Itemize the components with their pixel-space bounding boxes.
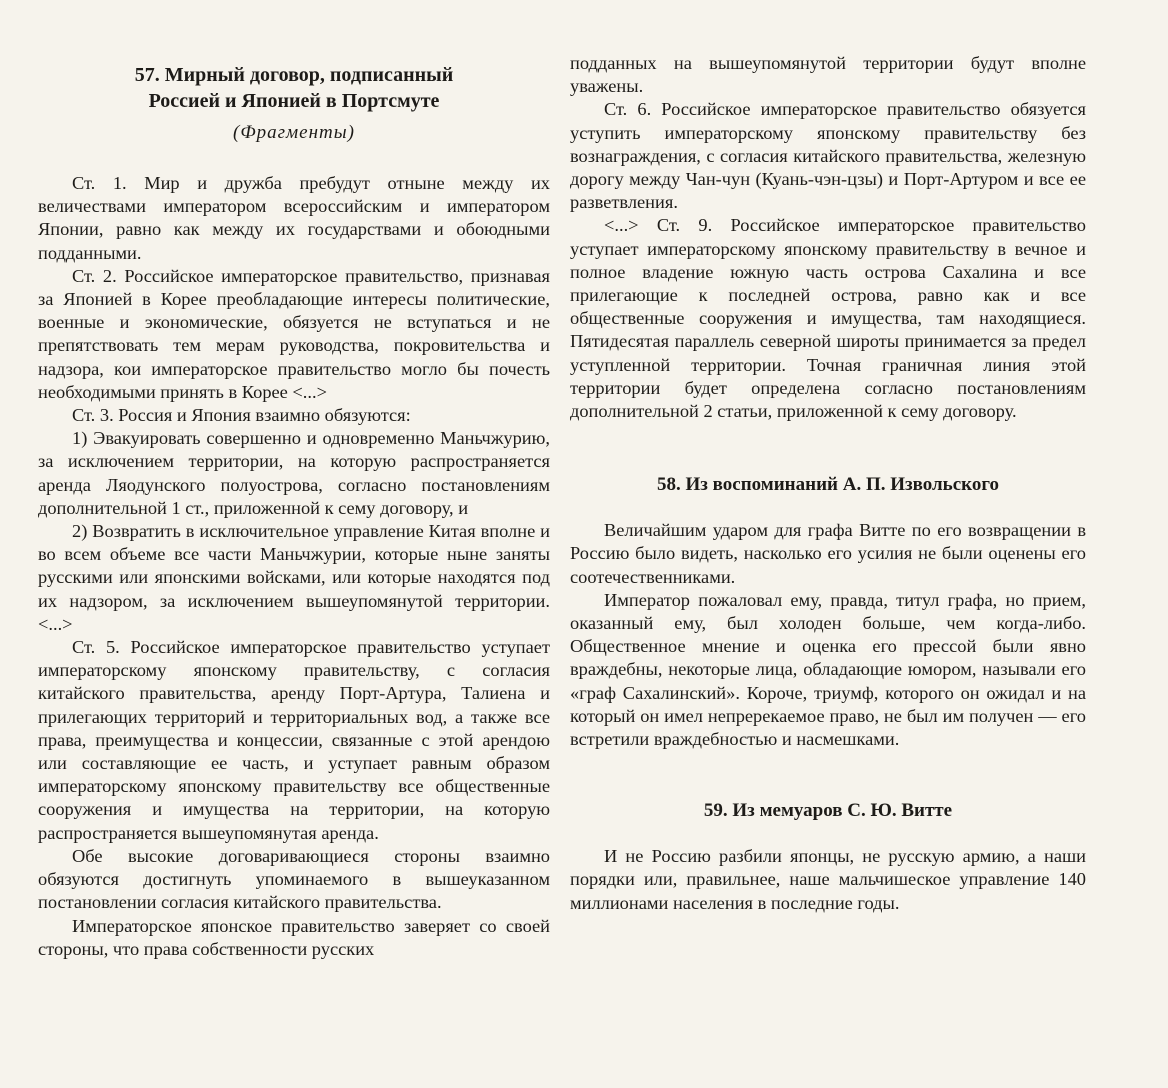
doc-57-title-line-1: 57. Мирный договор, подписанный: [134, 64, 454, 86]
article-5-agreement-paragraph: Обе высокие договаривающиеся стороны взаимно обязуются достигнуть упоминаемого в вышеуказанном постановлении согласия китайского правительства.: [38, 845, 550, 913]
doc-57-title-line-2: Россией и Японией в Портсмуте: [148, 90, 440, 112]
doc-57-title: [38, 62, 550, 114]
article-6-paragraph: Ст. 6. Российское императорское правительство обязуется уступить императорскому японскому правительству без вознаграждения, с согласия китайского правительства, железную дорогу между Чан-чун (Куань-чэн-цзы) и Порт-Артуром и все ее разветвления.: [570, 99, 1086, 213]
doc-58-title: 58. Из воспоминаний А. П. Извольского: [656, 474, 1000, 496]
doc-59-title: 59. Из мемуаров С. Ю. Витте: [703, 800, 953, 822]
doc-57-continuation: подданных на вышеупомянутой территории будут вполне уважены.: [570, 53, 1086, 97]
doc-59-paragraph-1: И не Россию разбили японцы, не русскую армию, а наши порядки или, правильнее, наше мальчишеское управление 140 миллионами населения в последние годы.: [570, 846, 1086, 913]
article-2-paragraph: Ст. 2. Российское императорское правительство, признавая за Японией в Корее преобладающие интересы политические, военные и экономические, обязуется не вступаться и не препятствовать тем мерам руководства, покровительства и надзора, кои императорское правительство могло бы почесть необходимыми принять в Корее <...>: [38, 265, 550, 402]
article-3-item-2: 2) Возвратить в исключительное управление Китая вполне и во всем объеме все части Маньчжурии, которые ныне заняты русскими или японскими войсками, или которые находятся под их надзором, за исключением вышеупомянутой территории. <...>: [38, 521, 550, 634]
article-9-paragraph: <...> Ст. 9. Российское императорское правительство уступает императорскому японскому правительству в вечное и полное владение южную часть острова Сахалина и все прилегающие к последней острова, равно как и все общественные сооружения и имущества, там находящиеся. Пятидесятая параллель северной широты принимается за предел уступленной территории. Точная граничная линия этой территории будет определена согласно постановлениям дополнительной 2 статьи, приложенной к сему договору.: [570, 215, 1086, 422]
article-5-assurance-paragraph: Императорское японское правительство заверяет со своей стороны, что права собственности русских: [38, 915, 550, 959]
doc-58-paragraph-1: Величайшим ударом для графа Витте по его возвращении в Россию было видеть, насколько его усилия не были оценены его соотечественниками.: [570, 520, 1086, 587]
article-3-paragraph: Ст. 3. Россия и Япония взаимно обязуются:: [72, 405, 411, 426]
right-column: [570, 52, 1086, 915]
article-1-paragraph: Ст. 1. Мир и дружба пребудут отныне между их величествами императором всероссийским и императором Японии, равно как между их государствами и обоюдными подданными.: [38, 173, 550, 263]
doc-57-subtitle: (Фрагменты): [233, 122, 355, 143]
left-column: [38, 52, 550, 961]
doc-58-paragraph-2: Император пожаловал ему, правда, титул графа, но прием, оказанный ему, был холоден больше, чем когда-либо. Общественное мнение и оценка его прессой были явно враждебны, некоторые лица, обладающие юмором, называли его «граф Сахалинский». Короче, триумф, которого он ожидал и на который он имел непререкаемое право, не был им получен — его встретили враждебностью и насмешками.: [570, 589, 1086, 750]
article-5-paragraph: Ст. 5. Российское императорское правительство уступает императорскому японскому правительству, с согласия китайского правительства, аренду Порт-Артура, Талиена и прилегающих территорий и территориальных вод, а также все права, преимущества и концессии, связанные с этой арендою или составляющие ее часть, и уступает равным образом императорскому японскому правительству все общественные сооружения и имущества на территории, на которую распространяется вышеупомянутая аренда.: [38, 637, 550, 843]
article-3-item-1: 1) Эвакуировать совершенно и одновременно Маньчжурию, за исключением территории, на которую распространяется аренда Ляодунского полуострова, согласно постановлениям дополнительной 1 ст., приложенной к сему договору, и: [38, 428, 550, 518]
